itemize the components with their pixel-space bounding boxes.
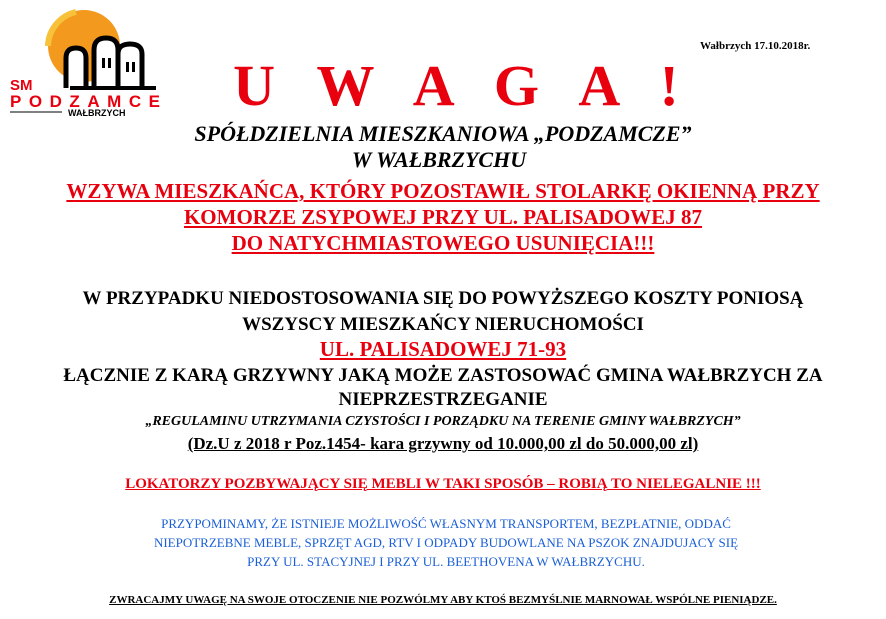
summons-line-2: KOMORZE ZSYPOWEJ PRZY UL. PALISADOWEJ 87 xyxy=(183,205,703,229)
reminder-line-2: NIEPOTRZEBNE MEBLE, SPRZĘT AGD, RTV I ODPADY BUDOWLANE NA PSZOK ZNAJDUJACY SIĘ xyxy=(153,535,739,550)
issuer-city: W WAŁBRZYCHU xyxy=(351,147,527,172)
consequence-line-1: W PRZYPADKU NIEDOSTOSOWANIA SIĘ DO POWYŻSZEGO KOSZTY PONIOSĄ xyxy=(82,288,804,309)
summons-line-1: WZYWA MIESZKAŃCA, KTÓRY POZOSTAWIŁ STOLARKĘ OKIENNĄ PRZY xyxy=(66,179,820,203)
notice-title: U W A G A ! xyxy=(233,53,693,118)
notice-date: Wałbrzych 17.10.2018r. xyxy=(700,40,811,52)
consequence-line-2: WSZYSCY MIESZKAŃCY NIERUCHOMOŚCI xyxy=(242,314,644,335)
issuer-name: SPÓŁDZIELNIA MIESZKANIOWA „PODZAMCZE” xyxy=(194,121,692,146)
penalty-line-1: ŁĄCZNIE Z KARĄ GRZYWNY JAKĄ MOŻE ZASTOSOWAĆ GMINA WAŁBRZYCH ZA xyxy=(63,365,823,386)
reminder-line-1: PRZYPOMINAMY, ŻE ISTNIEJE MOŻLIWOŚĆ WŁASNYM TRANSPORTEM, BEZPŁATNIE, ODDAĆ xyxy=(161,516,731,531)
logo-text-sm: SM xyxy=(10,77,33,94)
logo-text-city: WAŁBRZYCH xyxy=(68,108,126,118)
property-street: UL. PALISADOWEJ 71-93 xyxy=(319,337,567,361)
logo-text-name: PODZAMCE xyxy=(10,92,160,111)
illegal-disposal-warning: LOKATORZY POZBYWAJĄCY SIĘ MEBLI W TAKI SPOSÓB – ROBIĄ TO NIELEGALNIE !!! xyxy=(125,476,761,492)
summons-line-3: DO NATYCHMIASTOWEGO USUNIĘCIA!!! xyxy=(231,231,655,255)
reminder-line-3: PRZY UL. STACYJNEJ I PRZY UL. BEETHOVENA W WAŁBRZYCHU. xyxy=(247,554,645,569)
regulation-title: „REGULAMINU UTRZYMANIA CZYSTOŚCI I PORZĄDKU NA TERENIE GMINY WAŁBRZYCH” xyxy=(145,414,741,429)
pszok-reminder xyxy=(28,514,864,571)
legal-reference: (Dz.U z 2018 r Poz.1454- kara grzywny od 10.000,00 zl do 50.000,00 zl) xyxy=(187,434,699,453)
penalty-line-2: NIEPRZESTRZEGANIE xyxy=(338,389,548,410)
closing-appeal: ZWRACAJMY UWAGĘ NA SWOJE OTOCZENIE NIE POZWÓLMY ABY KTOŚ BEZMYŚLNIE MARNOWAŁ WSPÓLNE PIENIĄDZE. xyxy=(109,594,777,606)
